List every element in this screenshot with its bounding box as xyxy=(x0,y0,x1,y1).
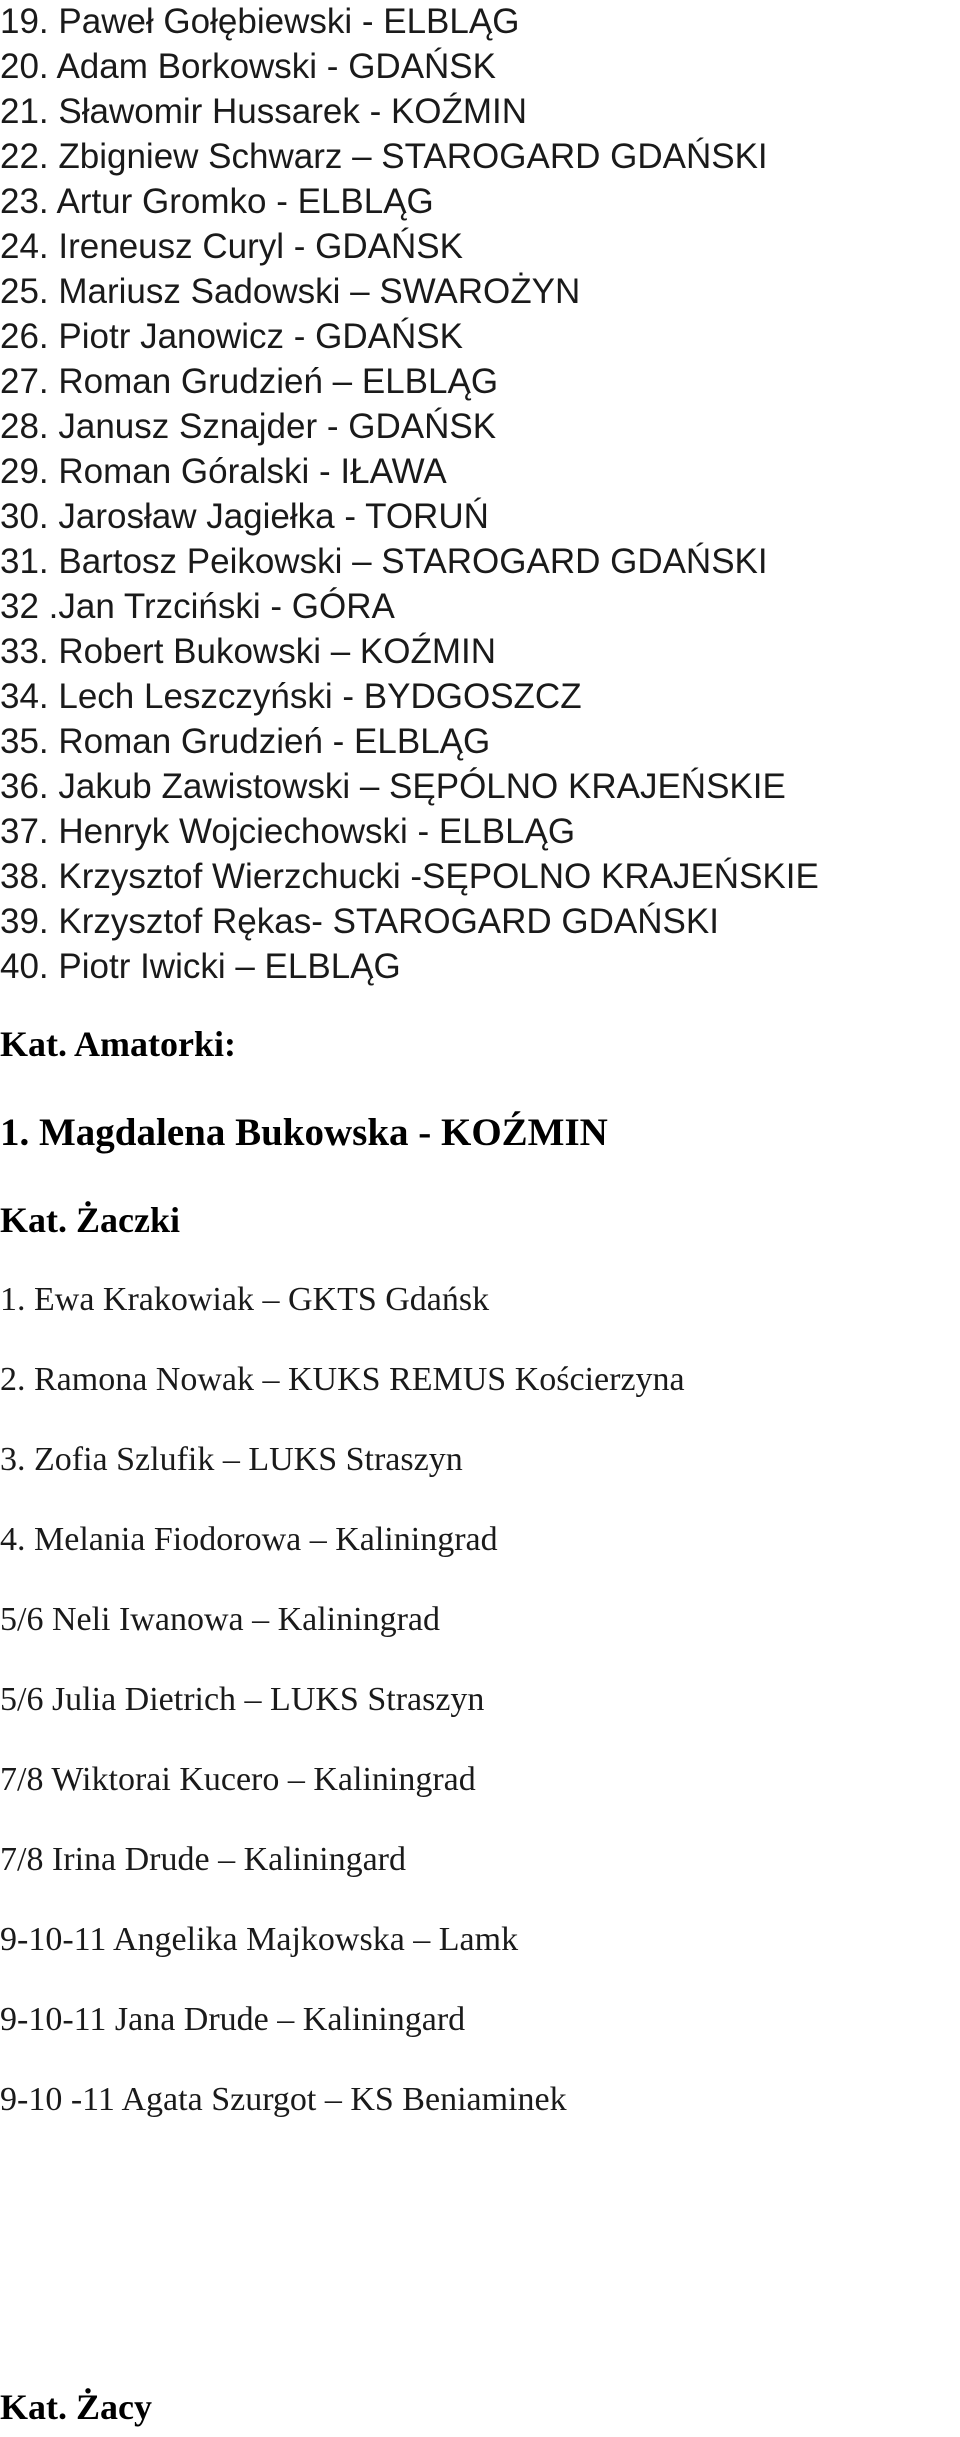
list-item: 9-10 -11 Agata Szurgot – KS Beniaminek xyxy=(0,2081,567,2118)
list-item: 29. Roman Góralski - IŁAWA xyxy=(0,452,447,491)
list-item: 1. Magdalena Bukowska - KOŹMIN xyxy=(0,1111,608,1154)
list-item: 32 .Jan Trzciński - GÓRA xyxy=(0,587,395,626)
list-item: 1. Ewa Krakowiak – GKTS Gdańsk xyxy=(0,1281,490,1318)
section-heading: Kat. Żaczki xyxy=(0,1200,180,1240)
list-item: 34. Lech Leszczyński - BYDGOSZCZ xyxy=(0,677,582,716)
list-item: 28. Janusz Sznajder - GDAŃSK xyxy=(0,407,497,446)
list-item: 21. Sławomir Hussarek - KOŹMIN xyxy=(0,92,528,131)
list-item: 20. Adam Borkowski - GDAŃSK xyxy=(0,47,496,86)
list-item: 35. Roman Grudzień - ELBLĄG xyxy=(0,722,491,761)
list-item: 27. Roman Grudzień – ELBLĄG xyxy=(0,362,499,401)
list-item: 40. Piotr Iwicki – ELBLĄG xyxy=(0,947,401,986)
list-item: 36. Jakub Zawistowski – SĘPÓLNO KRAJEŃSKIE xyxy=(0,767,786,806)
section-heading: Kat. Amatorki: xyxy=(0,1024,236,1064)
list-item: 39. Krzysztof Rękas- STAROGARD GDAŃSKI xyxy=(0,902,719,941)
list-item: 7/8 Irina Drude – Kaliningard xyxy=(0,1841,406,1878)
list-item: 26. Piotr Janowicz - GDAŃSK xyxy=(0,317,463,356)
list-item: 30. Jarosław Jagiełka - TORUŃ xyxy=(0,497,489,536)
list-item: 9-10-11 Angelika Majkowska – Lamk xyxy=(0,1921,519,1958)
list-item: 37. Henryk Wojciechowski - ELBLĄG xyxy=(0,812,576,851)
list-item: 19. Paweł Gołębiewski - ELBLĄG xyxy=(0,2,520,41)
list-item: 5/6 Neli Iwanowa – Kaliningrad xyxy=(0,1601,440,1638)
list-item: 5/6 Julia Dietrich – LUKS Straszyn xyxy=(0,1681,485,1718)
list-item: 4. Melania Fiodorowa – Kaliningrad xyxy=(0,1521,498,1558)
list-item: 22. Zbigniew Schwarz – STAROGARD GDAŃSKI xyxy=(0,137,768,176)
list-item: 38. Krzysztof Wierzchucki -SĘPOLNO KRAJEŃSKIE xyxy=(0,857,819,896)
list-item: 23. Artur Gromko - ELBLĄG xyxy=(0,182,434,221)
list-item: 33. Robert Bukowski – KOŹMIN xyxy=(0,632,496,671)
list-item: 2. Ramona Nowak – KUKS REMUS Kościerzyna xyxy=(0,1361,685,1398)
list-item: 7/8 Wiktorai Kucero – Kaliningrad xyxy=(0,1761,476,1798)
section-heading: Kat. Żacy xyxy=(0,2387,152,2427)
list-item: 3. Zofia Szlufik – LUKS Straszyn xyxy=(0,1441,463,1478)
list-item: 25. Mariusz Sadowski – SWAROŻYN xyxy=(0,272,581,311)
list-item: 24. Ireneusz Curyl - GDAŃSK xyxy=(0,227,463,266)
list-item: 31. Bartosz Peikowski – STAROGARD GDAŃSKI xyxy=(0,542,768,581)
list-item: 9-10-11 Jana Drude – Kaliningard xyxy=(0,2001,466,2038)
